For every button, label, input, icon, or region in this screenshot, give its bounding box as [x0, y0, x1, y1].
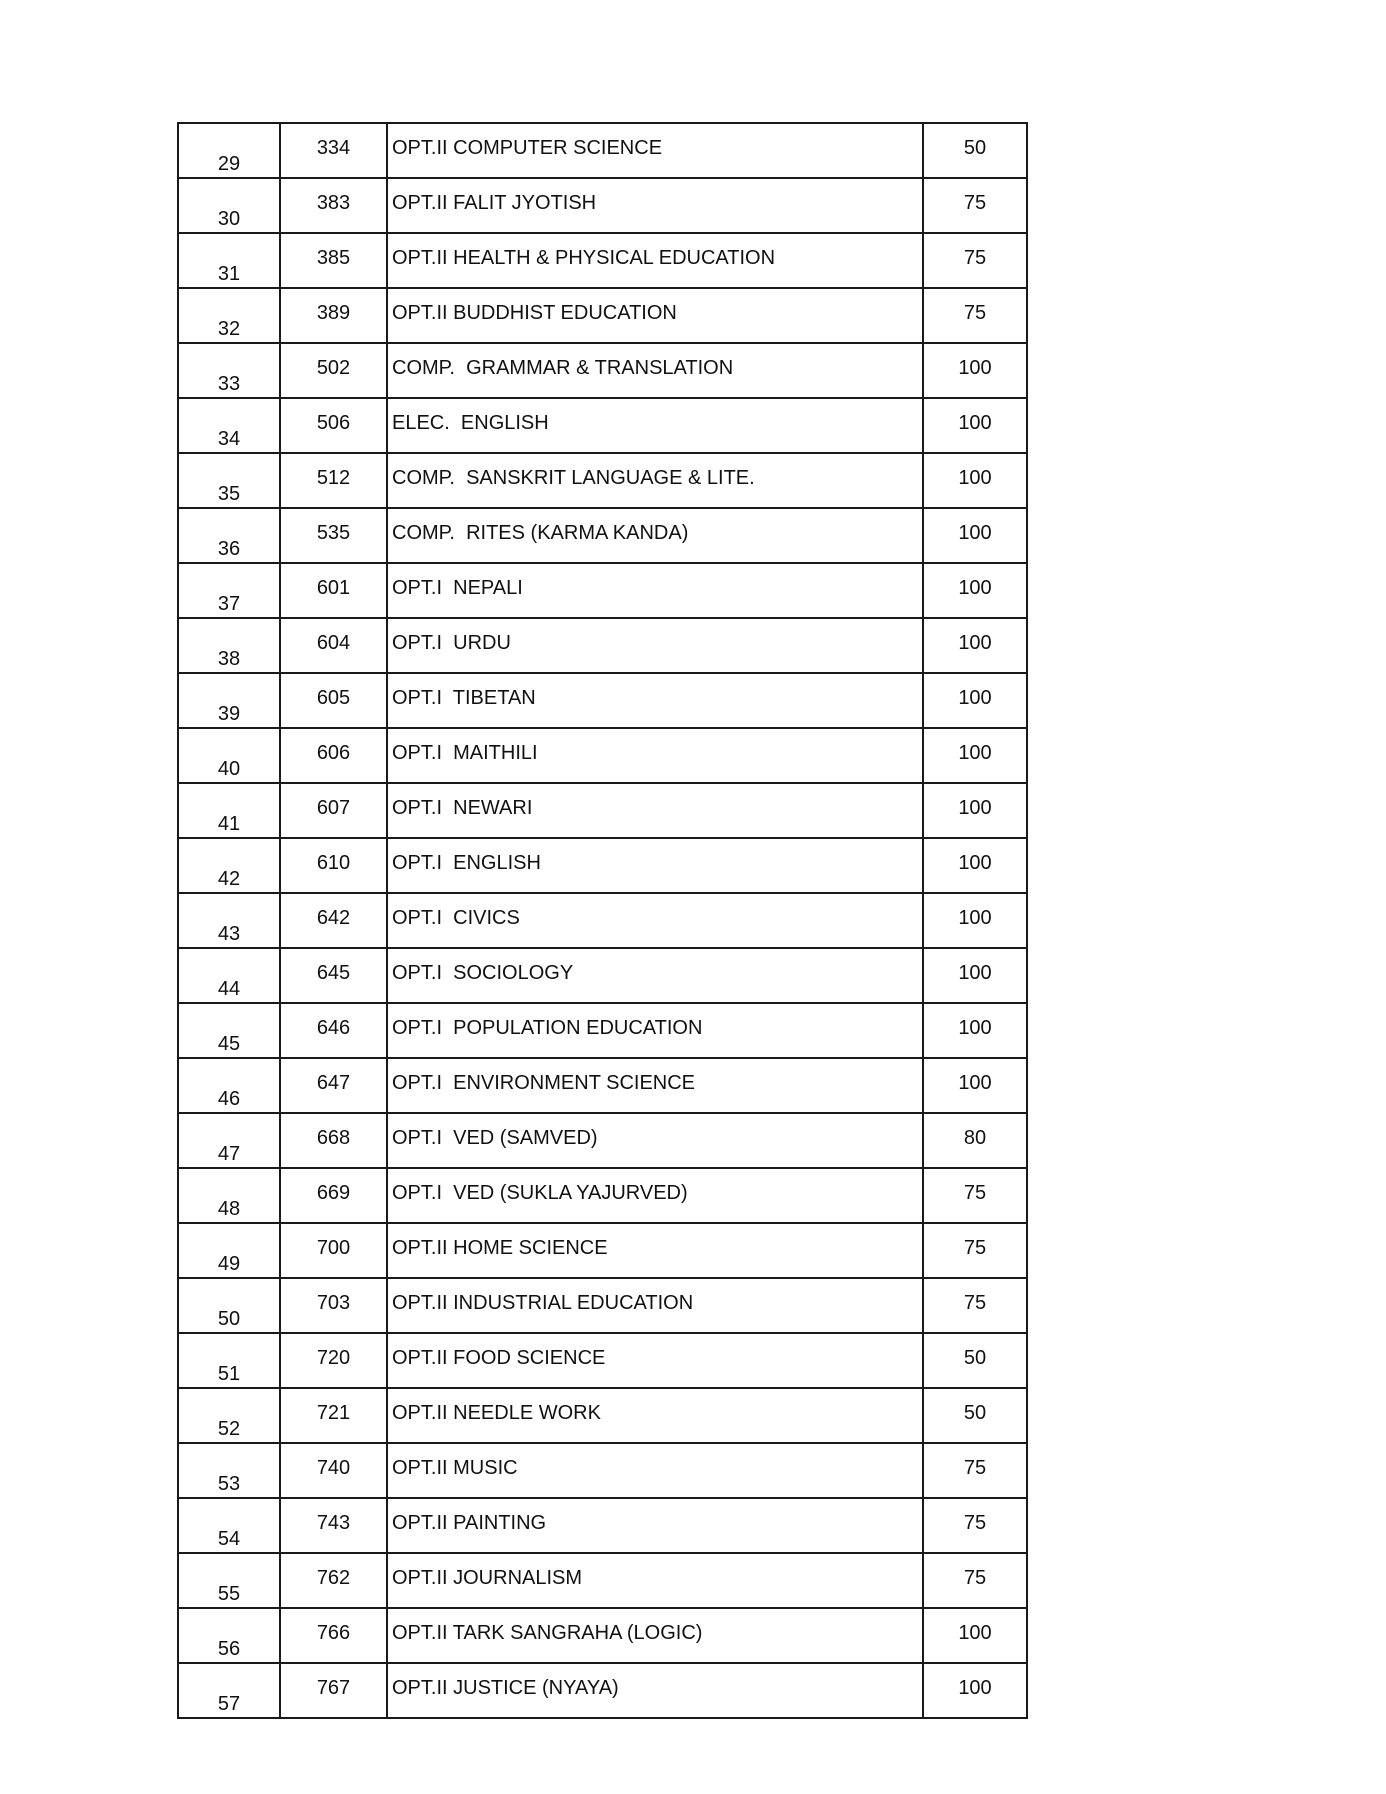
full-marks-cell: 50: [923, 1388, 1027, 1443]
serial-number-cell: 50: [178, 1278, 280, 1333]
table-row: [178, 1003, 1027, 1058]
subject-code-cell: 642: [280, 893, 387, 948]
serial-number-cell: 39: [178, 673, 280, 728]
table-row: [178, 728, 1027, 783]
subject-name-cell: COMP. RITES (KARMA KANDA): [387, 508, 923, 563]
table-row: [178, 1553, 1027, 1608]
serial-number-cell: 46: [178, 1058, 280, 1113]
full-marks-cell: 50: [923, 123, 1027, 178]
subject-code-cell: 646: [280, 1003, 387, 1058]
table-row: [178, 1333, 1027, 1388]
table-row: [178, 783, 1027, 838]
serial-number-cell: 37: [178, 563, 280, 618]
subject-code-cell: 762: [280, 1553, 387, 1608]
subject-code-cell: 743: [280, 1498, 387, 1553]
subject-code-cell: 767: [280, 1663, 387, 1718]
table-row: [178, 1663, 1027, 1718]
table-row: [178, 673, 1027, 728]
serial-number-cell: 34: [178, 398, 280, 453]
subject-name-cell: ELEC. ENGLISH: [387, 398, 923, 453]
table-row: [178, 1608, 1027, 1663]
subject-name-cell: OPT.II JOURNALISM: [387, 1553, 923, 1608]
subject-code-cell: 502: [280, 343, 387, 398]
full-marks-cell: 100: [923, 728, 1027, 783]
serial-number-cell: 51: [178, 1333, 280, 1388]
subject-name-cell: OPT.I NEPALI: [387, 563, 923, 618]
full-marks-cell: 75: [923, 1443, 1027, 1498]
subject-name-cell: OPT.II FOOD SCIENCE: [387, 1333, 923, 1388]
table-row: [178, 233, 1027, 288]
subject-code-cell: 647: [280, 1058, 387, 1113]
subject-code-cell: 383: [280, 178, 387, 233]
subject-name-cell: OPT.I NEWARI: [387, 783, 923, 838]
subject-code-cell: 645: [280, 948, 387, 1003]
full-marks-cell: 75: [923, 288, 1027, 343]
serial-number-cell: 57: [178, 1663, 280, 1718]
subject-code-cell: 721: [280, 1388, 387, 1443]
serial-number-cell: 36: [178, 508, 280, 563]
subject-code-cell: 703: [280, 1278, 387, 1333]
subject-code-cell: 669: [280, 1168, 387, 1223]
full-marks-cell: 100: [923, 1608, 1027, 1663]
subject-name-cell: OPT.II INDUSTRIAL EDUCATION: [387, 1278, 923, 1333]
serial-number-cell: 54: [178, 1498, 280, 1553]
table-row: [178, 1388, 1027, 1443]
table-row: [178, 948, 1027, 1003]
serial-number-cell: 52: [178, 1388, 280, 1443]
full-marks-cell: 100: [923, 563, 1027, 618]
subject-code-cell: 506: [280, 398, 387, 453]
serial-number-cell: 40: [178, 728, 280, 783]
full-marks-cell: 75: [923, 178, 1027, 233]
subject-code-cell: 668: [280, 1113, 387, 1168]
serial-number-cell: 32: [178, 288, 280, 343]
subject-code-cell: 385: [280, 233, 387, 288]
subject-name-cell: OPT.II HEALTH & PHYSICAL EDUCATION: [387, 233, 923, 288]
full-marks-cell: 100: [923, 893, 1027, 948]
subject-name-cell: OPT.I POPULATION EDUCATION: [387, 1003, 923, 1058]
full-marks-cell: 100: [923, 618, 1027, 673]
subject-name-cell: COMP. SANSKRIT LANGUAGE & LITE.: [387, 453, 923, 508]
table-row: [178, 453, 1027, 508]
subject-name-cell: OPT.II FALIT JYOTISH: [387, 178, 923, 233]
serial-number-cell: 49: [178, 1223, 280, 1278]
table-row: [178, 1443, 1027, 1498]
serial-number-cell: 38: [178, 618, 280, 673]
full-marks-cell: 100: [923, 948, 1027, 1003]
serial-number-cell: 53: [178, 1443, 280, 1498]
serial-number-cell: 41: [178, 783, 280, 838]
subject-code-cell: 605: [280, 673, 387, 728]
subject-name-cell: COMP. GRAMMAR & TRANSLATION: [387, 343, 923, 398]
subject-name-cell: OPT.I TIBETAN: [387, 673, 923, 728]
serial-number-cell: 33: [178, 343, 280, 398]
subject-name-cell: OPT.II MUSIC: [387, 1443, 923, 1498]
subject-name-cell: OPT.I SOCIOLOGY: [387, 948, 923, 1003]
table-row: [178, 123, 1027, 178]
full-marks-cell: 100: [923, 453, 1027, 508]
table-row: [178, 1168, 1027, 1223]
serial-number-cell: 48: [178, 1168, 280, 1223]
table-row: [178, 1498, 1027, 1553]
full-marks-cell: 100: [923, 838, 1027, 893]
subject-table-body: [178, 123, 1027, 1718]
table-row: [178, 1113, 1027, 1168]
subject-name-cell: OPT.I VED (SUKLA YAJURVED): [387, 1168, 923, 1223]
table-row: [178, 1278, 1027, 1333]
full-marks-cell: 80: [923, 1113, 1027, 1168]
serial-number-cell: 43: [178, 893, 280, 948]
full-marks-cell: 100: [923, 1003, 1027, 1058]
subject-name-cell: OPT.I VED (SAMVED): [387, 1113, 923, 1168]
subject-code-cell: 610: [280, 838, 387, 893]
full-marks-cell: 75: [923, 1498, 1027, 1553]
full-marks-cell: 100: [923, 398, 1027, 453]
serial-number-cell: 44: [178, 948, 280, 1003]
subject-name-cell: OPT.I URDU: [387, 618, 923, 673]
full-marks-cell: 100: [923, 783, 1027, 838]
subject-name-cell: OPT.II HOME SCIENCE: [387, 1223, 923, 1278]
full-marks-cell: 75: [923, 1553, 1027, 1608]
full-marks-cell: 100: [923, 1058, 1027, 1113]
full-marks-cell: 100: [923, 673, 1027, 728]
subject-code-cell: 334: [280, 123, 387, 178]
subject-code-cell: 601: [280, 563, 387, 618]
serial-number-cell: 55: [178, 1553, 280, 1608]
subject-code-cell: 512: [280, 453, 387, 508]
table-row: [178, 508, 1027, 563]
subject-code-cell: 766: [280, 1608, 387, 1663]
full-marks-cell: 75: [923, 1278, 1027, 1333]
subject-code-cell: 740: [280, 1443, 387, 1498]
subject-name-cell: OPT.I ENGLISH: [387, 838, 923, 893]
subject-code-cell: 607: [280, 783, 387, 838]
serial-number-cell: 42: [178, 838, 280, 893]
full-marks-cell: 100: [923, 343, 1027, 398]
table-row: [178, 1223, 1027, 1278]
table-row: [178, 178, 1027, 233]
full-marks-cell: 100: [923, 1663, 1027, 1718]
serial-number-cell: 30: [178, 178, 280, 233]
table-row: [178, 838, 1027, 893]
full-marks-cell: 75: [923, 1168, 1027, 1223]
full-marks-cell: 50: [923, 1333, 1027, 1388]
subject-name-cell: OPT.I CIVICS: [387, 893, 923, 948]
serial-number-cell: 56: [178, 1608, 280, 1663]
serial-number-cell: 29: [178, 123, 280, 178]
subject-name-cell: OPT.II JUSTICE (NYAYA): [387, 1663, 923, 1718]
serial-number-cell: 35: [178, 453, 280, 508]
table-row: [178, 618, 1027, 673]
subject-name-cell: OPT.II TARK SANGRAHA (LOGIC): [387, 1608, 923, 1663]
subject-code-cell: 535: [280, 508, 387, 563]
subject-code-cell: 700: [280, 1223, 387, 1278]
full-marks-cell: 75: [923, 233, 1027, 288]
serial-number-cell: 47: [178, 1113, 280, 1168]
full-marks-cell: 75: [923, 1223, 1027, 1278]
table-row: [178, 563, 1027, 618]
table-row: [178, 343, 1027, 398]
subject-name-cell: OPT.I ENVIRONMENT SCIENCE: [387, 1058, 923, 1113]
subject-name-cell: OPT.II BUDDHIST EDUCATION: [387, 288, 923, 343]
subject-name-cell: OPT.II COMPUTER SCIENCE: [387, 123, 923, 178]
subject-code-cell: 720: [280, 1333, 387, 1388]
full-marks-cell: 100: [923, 508, 1027, 563]
serial-number-cell: 31: [178, 233, 280, 288]
table-row: [178, 288, 1027, 343]
subject-name-cell: OPT.II NEEDLE WORK: [387, 1388, 923, 1443]
subject-table: [177, 122, 1028, 1719]
subject-code-cell: 389: [280, 288, 387, 343]
subject-code-cell: 604: [280, 618, 387, 673]
table-row: [178, 893, 1027, 948]
subject-name-cell: OPT.II PAINTING: [387, 1498, 923, 1553]
subject-name-cell: OPT.I MAITHILI: [387, 728, 923, 783]
serial-number-cell: 45: [178, 1003, 280, 1058]
table-row: [178, 398, 1027, 453]
subject-code-cell: 606: [280, 728, 387, 783]
table-row: [178, 1058, 1027, 1113]
